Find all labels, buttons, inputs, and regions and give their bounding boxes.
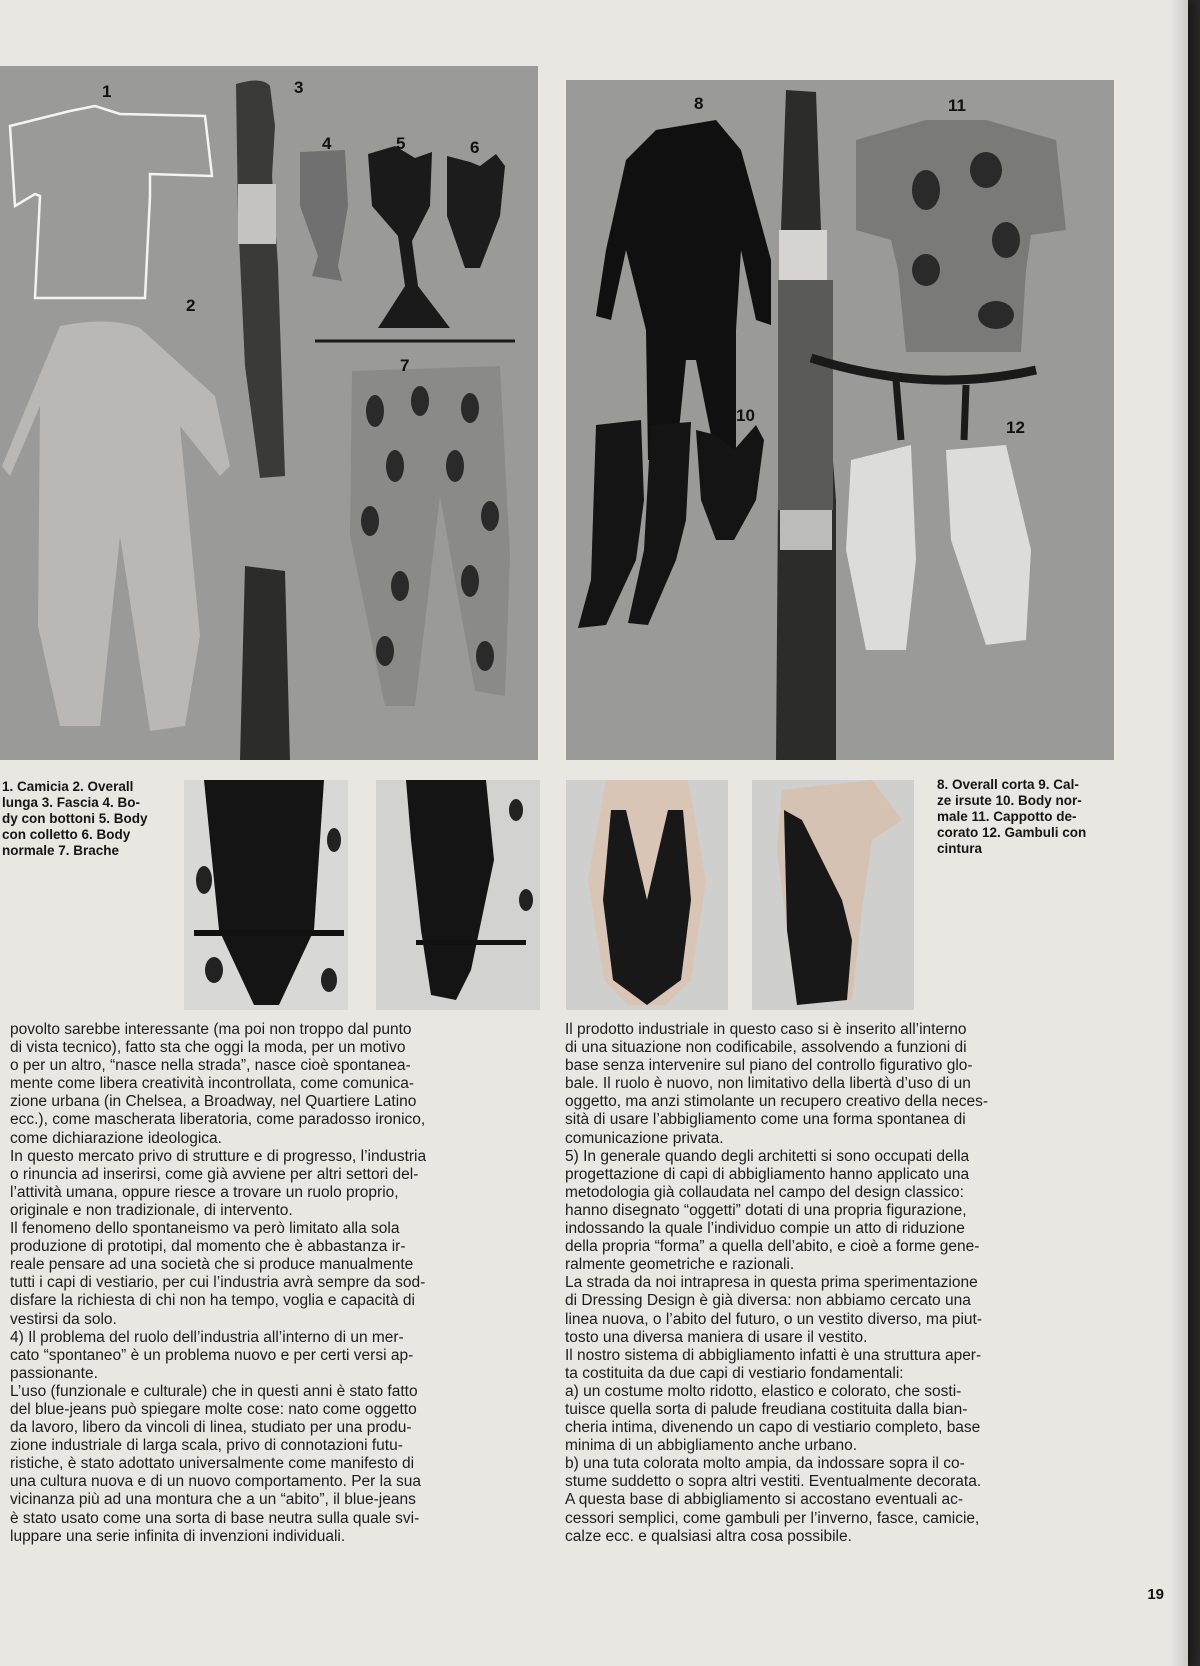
figure-number: 12 bbox=[1006, 418, 1025, 437]
figure-number: 6 bbox=[470, 138, 480, 157]
body-6 bbox=[447, 154, 505, 268]
model-photo-1 bbox=[184, 780, 348, 1010]
article-column-right: Il prodotto industriale in questo caso si è inserito all’interno di una situazione non codificabile, assolvendo a funzioni di base senza intervenire sul piano del controllo figurativo glo- bale. Il ruolo è nuovo, non limitativo della libertà d’uso di un oggetto, ma anzi stimolante un recupero creativo della neces- sità di usare l’abbigliamento come una forma spontanea di comunicazione privata. 5) In generale quando degli architetti si sono occupati della progettazione di capi di abbigliamento hanno applicato una metodologia già collaudata nel campo del design classico: hanno disegnato “oggetti” dotati di una propria figurazione, indossando la quale l’individuo compie un atto di riduzione della propria “forma” a quella dell’abito, e cioè a forme gene- ralmente geometriche e razionali. La strada da noi intrapresa in questa prima sperimentazione di Dressing Design è già diversa: non abbiamo cercato una linea nuova, o l’abito del futuro, o un vestito diverso, ma piut- tosto una diversa maniera di usare il vestito. Il nostro sistema di abbigliamento infatti è una struttura aper- ta costituita da due capi di vestiario fondamentali: a) un costume molto ridotto, elastico e colorato, che sosti- tuisce quella sorta di palude freudiana costituita dalla bian- cheria intima, divenendo un capo di vestiario completo, base minima di un abbigliamento anche urbano. b) una tuta colorata molto ampia, da indossare sopra il co- stume suddetto o sopra altri vestiti. Eventualmente decorata. A questa base di abbigliamento si accostano eventuali ac- cessori semplici, come gambuli per l’inverno, fasce, camicie, calze ecc. e qualsiasi altra cosa possibile. bbox=[565, 1021, 989, 1545]
coat-11 bbox=[856, 120, 1066, 352]
figure-number: 11 bbox=[948, 96, 966, 115]
page-number: 19 bbox=[1147, 1586, 1164, 1603]
figure-number: 1 bbox=[102, 82, 112, 101]
body-5 bbox=[368, 146, 450, 328]
figure-number: 10 bbox=[736, 406, 755, 425]
belt-12 bbox=[811, 358, 1036, 380]
band-3-bottom bbox=[240, 566, 290, 760]
figure-number: 4 bbox=[322, 134, 332, 153]
figure-number: 3 bbox=[294, 78, 304, 97]
leggings-12 bbox=[846, 445, 916, 650]
band-strip-light-2 bbox=[780, 510, 832, 550]
figure-number: 7 bbox=[400, 356, 410, 375]
shirt-1 bbox=[10, 106, 212, 298]
article-column-left: povolto sarebbe interessante (ma poi non troppo dal punto di vista tecnico), fatto sta che oggi la moda, per un motivo o per un altro, “nasce nella strada”, nasce cioè spontanea- mente come libera creatività incontrollata, come comunica- zione urbana (in Chelsea, a Broadway, nel Quartiere Latino ecc.), come mascherata liberatoria, come paradosso ironico, come dichiarazione ideologica. In questo mercato privo di strutture e di progresso, l’industria o rinuncia ad inserirsi, come già avviene per altri settori del- l’attività umana, oppure riesce a trovare un ruolo proprio, originale e non tradizionale, di intervento. Il fenomeno dello spontaneismo va però limitato alla sola produzione di prototipi, dal momento che è abbastanza ir- reale pensare ad una società che si produce manualmente tutti i capi di vestiario, per cui l’industria avrà sempre da sod- disfare la richiesta di chi non ha tempo, voglia e capacità di vestirsi da solo. 4) Il problema del ruolo dell’industria all’interno di un mer- cato “spontaneo” è un problema nuovo e per certi versi ap- passionante. L’uso (funzionale e culturale) che in questi anni è stato fatto del blue-jeans può spiegare molte cose: nato come oggetto da lavoro, libero da vincoli di linea, studiato per una produ- zione industriale di larga scala, privo di connotazioni futu- ristiche, è stato adottato universalmente come manifesto di una cultura nuova e di un nuovo comportamento. Per la sua vicinanza più ad una montura che a un “abito”, il blue-jeans è stato usato come una sorta di base neutra sulla quale svi- luppare una serie infinita di invenzioni individuali. bbox=[10, 1021, 427, 1545]
model-photo-2 bbox=[376, 780, 540, 1010]
overall-2 bbox=[2, 321, 230, 731]
model-side-photo bbox=[752, 780, 914, 1010]
caption-right: 8. Overall corta 9. Cal- ze irsute 10. Body nor- male 11. Cappotto de- corato 12. Gambuli con cintura bbox=[937, 777, 1087, 856]
bodysuit-front-photo bbox=[184, 780, 348, 1010]
figure-number: 5 bbox=[396, 134, 406, 153]
figure-number: 2 bbox=[186, 296, 196, 315]
leggings-12b bbox=[946, 445, 1031, 645]
bodysuit-side-photo bbox=[376, 780, 540, 1010]
figure-number: 8 bbox=[694, 94, 704, 113]
body-4 bbox=[300, 150, 348, 281]
garments-illustration-left bbox=[0, 66, 538, 760]
model-photo-4 bbox=[752, 780, 914, 1010]
band-3-stripe bbox=[238, 184, 276, 244]
figure-number: 9 bbox=[654, 398, 664, 417]
band-3-top bbox=[236, 80, 285, 478]
band-strip-mid bbox=[778, 280, 833, 510]
caption-left: 1. Camicia 2. Overall lunga 3. Fascia 4. Bo- dy con bottoni 5. Body con colletto 6. Body normale 7. Brache bbox=[2, 779, 148, 858]
model-back-photo bbox=[566, 780, 728, 1010]
garments-photo-right bbox=[566, 80, 1114, 760]
band-strip-light bbox=[779, 230, 827, 280]
belt-12-straps bbox=[896, 380, 966, 440]
garments-photo-left bbox=[0, 66, 538, 760]
garments-illustration-right bbox=[566, 80, 1114, 760]
model-photo-3 bbox=[566, 780, 728, 1010]
